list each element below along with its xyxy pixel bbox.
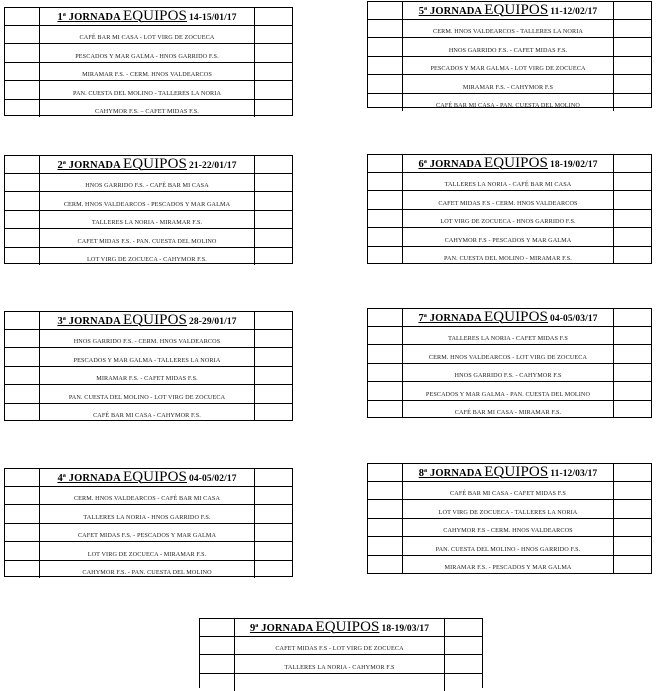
match-row xyxy=(368,246,651,265)
match-text: HNOS GARRIDO F.S. - CERM. HNOS VALDEARCOS xyxy=(40,330,254,348)
match-text: PAN. CUESTA DEL MOLINO - HNOS GARRIDO F.S. xyxy=(403,537,613,555)
match-row xyxy=(368,381,651,400)
equipos-label: EQUIPOS xyxy=(123,8,187,24)
match-text: CERM. HNOS VALDEARCOS - CAFÉ BAR MI CASA xyxy=(40,487,254,505)
jornada-1-table xyxy=(4,7,293,116)
match-text: CERM. HNOS VALDEARCOS - TALLERES LA NORIA xyxy=(403,20,613,38)
match-row xyxy=(200,636,482,655)
match-row xyxy=(5,173,292,192)
match-text: CERM. HNOS VALDEARCOS - PESCADOS Y MAR GALMA xyxy=(40,192,254,210)
jornada-number: 4ª JORNADA xyxy=(57,473,120,484)
match-row xyxy=(368,209,651,228)
jornada-header xyxy=(368,464,651,481)
match-row xyxy=(5,403,292,422)
jornada-header xyxy=(368,309,651,326)
match-row xyxy=(368,326,651,345)
match-text: CAHYMOR F.S - CERM. HNOS VALDEARCOS xyxy=(403,519,613,537)
match-row xyxy=(5,560,292,579)
match-row xyxy=(368,19,651,38)
jornada-header xyxy=(200,619,482,636)
match-text: PESCADOS Y MAR GALMA - LOT VIRG DE ZOCUECA xyxy=(403,57,613,75)
jornada-date: 04-05/03/17 xyxy=(550,312,598,326)
match-row xyxy=(5,329,292,348)
jornada-header xyxy=(368,2,651,19)
match-text: PAN. CUESTA DEL MOLINO - TALLERES LA NORIA xyxy=(40,81,254,99)
match-row xyxy=(368,172,651,191)
equipos-label: EQUIPOS xyxy=(484,309,548,325)
match-row xyxy=(368,363,651,382)
match-row xyxy=(5,210,292,229)
match-text xyxy=(235,674,444,691)
match-text: MIRAMAR F.S. - CERM. HNOS VALDEARCOS xyxy=(40,63,254,81)
jornada-6-table xyxy=(367,154,652,264)
match-text: CAFET MIDAS F.S - CERM. HNOS VALDEARCOS xyxy=(403,191,613,209)
match-row xyxy=(200,673,482,691)
equipos-label: EQUIPOS xyxy=(484,464,548,480)
match-row xyxy=(368,536,651,555)
match-row xyxy=(368,344,651,363)
match-text: MIRAMAR F.S. - CAFET MIDAS F.S. xyxy=(40,367,254,385)
match-row xyxy=(5,191,292,210)
jornada-date: 18-19/02/17 xyxy=(550,158,598,172)
match-row xyxy=(368,37,651,56)
match-text: CAFET MIDAS F.S - LOT VIRG DE ZOCUECA xyxy=(235,637,444,655)
match-text: CAFET MIDAS F.S. - PESCADOS Y MAR GALMA xyxy=(40,524,254,542)
match-row xyxy=(368,227,651,246)
jornada-7-table xyxy=(367,308,652,418)
match-text: HNOS GARRIDO F.S. - CAHYMOR F.S xyxy=(403,364,613,382)
match-row xyxy=(5,366,292,385)
match-text: LOT VIRG DE ZOCUECA - HNOS GARRIDO F.S. xyxy=(403,210,613,228)
jornada-date: 14-15/01/17 xyxy=(189,11,237,25)
match-row xyxy=(368,400,651,419)
match-text: CAHYMOR F.S. – CAFET MIDAS F.S. xyxy=(40,100,254,118)
match-text: PESCADOS Y MAR GALMA - PAN. CUESTA DEL MOLINO xyxy=(403,382,613,400)
match-text: CAFÉ BAR MI CASA - LOT VIRG DE ZOCUECA xyxy=(40,26,254,44)
match-text: PESCADOS Y MAR GALMA - HNOS GARRIDO F.S. xyxy=(40,44,254,62)
match-row xyxy=(5,43,292,62)
match-row xyxy=(368,518,651,537)
match-row xyxy=(200,654,482,673)
match-text: PAN. CUESTA DEL MOLINO - MIRAMAR F.S. xyxy=(403,247,613,265)
match-text: CAFÉ BAR MI CASA - CAHYMOR F.S. xyxy=(40,404,254,422)
match-text: MIRAMAR F.S. - CAHYMOR F.S xyxy=(403,75,613,93)
jornada-4-table xyxy=(4,468,293,577)
match-text: CERM. HNOS VALDEARCOS - LOT VIRG DE ZOCUECA xyxy=(403,345,613,363)
match-row xyxy=(5,523,292,542)
match-text: CAHYMOR F.S - PESCADOS Y MAR GALMA xyxy=(403,228,613,246)
match-row xyxy=(368,190,651,209)
jornada-header xyxy=(5,8,292,25)
match-row xyxy=(5,486,292,505)
jornada-header xyxy=(5,469,292,486)
jornada-date: 18-19/03/17 xyxy=(382,622,430,636)
jornada-header xyxy=(368,155,651,172)
jornada-number: 8ª JORNADA xyxy=(419,468,482,479)
match-text: CAFÉ BAR MI CASA - MIRAMAR F.S. xyxy=(403,401,613,419)
jornada-number: 1ª JORNADA xyxy=(57,12,120,23)
equipos-label: EQUIPOS xyxy=(484,2,548,18)
match-row xyxy=(5,541,292,560)
jornada-number: 7ª JORNADA xyxy=(418,313,481,324)
match-row xyxy=(5,504,292,523)
match-row xyxy=(368,499,651,518)
match-text: TALLERES LA NORIA - CAFÉ BAR MI CASA xyxy=(403,173,613,191)
match-text: CAFÉ BAR MI CASA - PAN. CUESTA DEL MOLINO xyxy=(403,94,613,112)
match-text: TALLERES LA NORIA - CAFET MIDAS F.S xyxy=(403,327,613,345)
jornada-8-table xyxy=(367,463,652,574)
match-row xyxy=(368,93,651,112)
jornada-3-table xyxy=(4,311,293,421)
match-row xyxy=(368,555,651,574)
match-text: PAN. CUESTA DEL MOLINO - LOT VIRG DE ZOCUECA xyxy=(40,385,254,403)
match-row xyxy=(5,62,292,81)
match-row xyxy=(368,74,651,93)
jornada-header xyxy=(5,156,292,173)
jornada-number: 5ª JORNADA xyxy=(419,6,482,17)
jornada-5-table xyxy=(367,1,652,108)
match-text: CAFÉ BAR MI CASA - CAFET MIDAS F.S xyxy=(403,482,613,500)
equipos-label: EQUIPOS xyxy=(123,312,187,328)
match-row xyxy=(5,247,292,266)
jornada-number: 9ª JORNADA xyxy=(250,623,313,634)
jornada-header xyxy=(5,312,292,329)
equipos-label: EQUIPOS xyxy=(484,155,548,171)
match-text: LOT VIRG DE ZOCUECA - MIRAMAR F.S. xyxy=(40,542,254,560)
match-text: PESCADOS Y MAR GALMA - TALLERES LA NORIA xyxy=(40,348,254,366)
jornada-2-table xyxy=(4,155,293,264)
match-row xyxy=(5,99,292,118)
jornada-date: 04-05/02/17 xyxy=(189,472,237,486)
match-text: LOT VIRG DE ZOCUECA - CAHYMOR F.S. xyxy=(40,248,254,266)
match-row xyxy=(5,25,292,44)
match-text: CAFET MIDAS F.S. - PAN. CUESTA DEL MOLINO xyxy=(40,229,254,247)
match-text: HNOS GARRIDO F.S. - CAFÉ BAR MI CASA xyxy=(40,174,254,192)
jornada-number: 3ª JORNADA xyxy=(57,316,120,327)
match-text: MIRAMAR F.S. - PESCADOS Y MAR GALMA xyxy=(403,556,613,574)
match-text: CAHYMOR F.S. - PAN. CUESTA DEL MOLINO xyxy=(40,561,254,579)
match-row xyxy=(368,481,651,500)
match-row xyxy=(368,56,651,75)
match-text: TALLERES LA NORIA - MIRAMAR F.S. xyxy=(40,211,254,229)
match-text: TALLERES LA NORIA - CAHYMOR F.S xyxy=(235,655,444,673)
equipos-label: EQUIPOS xyxy=(123,469,187,485)
match-row xyxy=(5,228,292,247)
equipos-label: EQUIPOS xyxy=(315,619,379,635)
equipos-label: EQUIPOS xyxy=(123,156,187,172)
match-row xyxy=(5,347,292,366)
jornada-number: 6ª JORNADA xyxy=(418,159,481,170)
jornada-date: 21-22/01/17 xyxy=(189,159,237,173)
jornada-date: 28-29/01/17 xyxy=(189,315,237,329)
match-text: LOT VIRG DE ZOCUECA - TALLERES LA NORIA xyxy=(403,500,613,518)
match-text: HNOS GARRIDO F.S. - CAFET MIDAS F.S. xyxy=(403,38,613,56)
match-text: TALLERES LA NORIA - HNOS GARRIDO F.S. xyxy=(40,505,254,523)
jornada-9-table xyxy=(199,618,483,688)
match-row xyxy=(5,384,292,403)
jornada-date: 11-12/03/17 xyxy=(550,467,597,481)
jornada-number: 2ª JORNADA xyxy=(57,160,120,171)
jornada-date: 11-12/02/17 xyxy=(550,5,597,19)
match-row xyxy=(5,80,292,99)
